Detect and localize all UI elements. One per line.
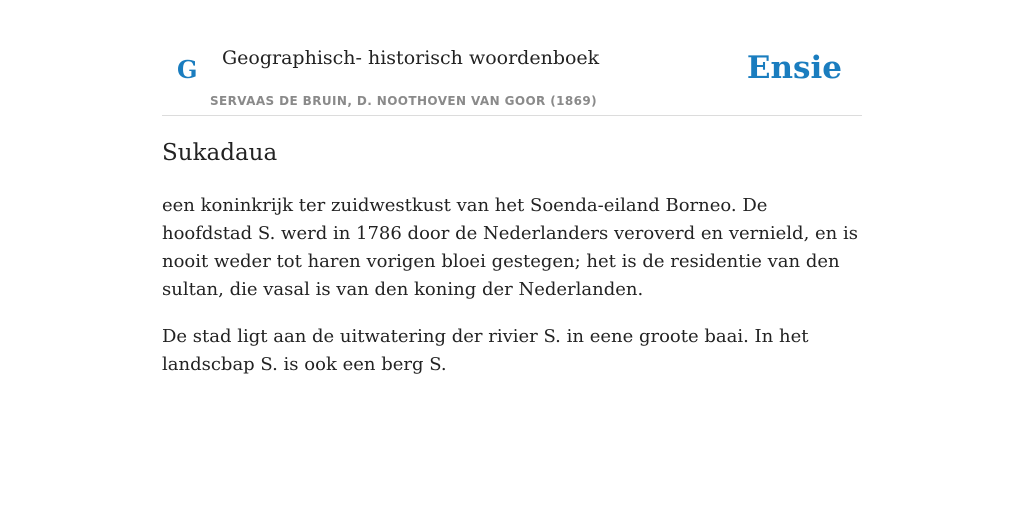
ensie-logo-link[interactable]: Ensie [746,50,842,86]
book-authors: SERVAAS DE BRUIN, D. NOOTHOVEN VAN GOOR (1869) [210,94,598,108]
entry-paragraph: De stad ligt aan de uitwatering der rivier S. in eene groote baai. In het landscbap S. is ook een berg S. [162,326,809,375]
book-title-link[interactable]: Geographisch- historisch woordenboek [222,47,600,69]
book-letter-icon[interactable]: G [177,55,198,84]
book-header [162,36,862,116]
entry-body [162,192,862,398]
entry-paragraph: een koninkrijk ter zuidwestkust van het Soenda-eiland Borneo. De hoofdstad S. werd in 1786 door de Nederlanders veroverd en vernield, en is nooit weder tot haren vorigen bloei gestegen; het is de residentie van den sultan, die vasal is van den koning der Nederlanden. [162,195,858,300]
entry-title: Sukadaua [162,140,278,166]
